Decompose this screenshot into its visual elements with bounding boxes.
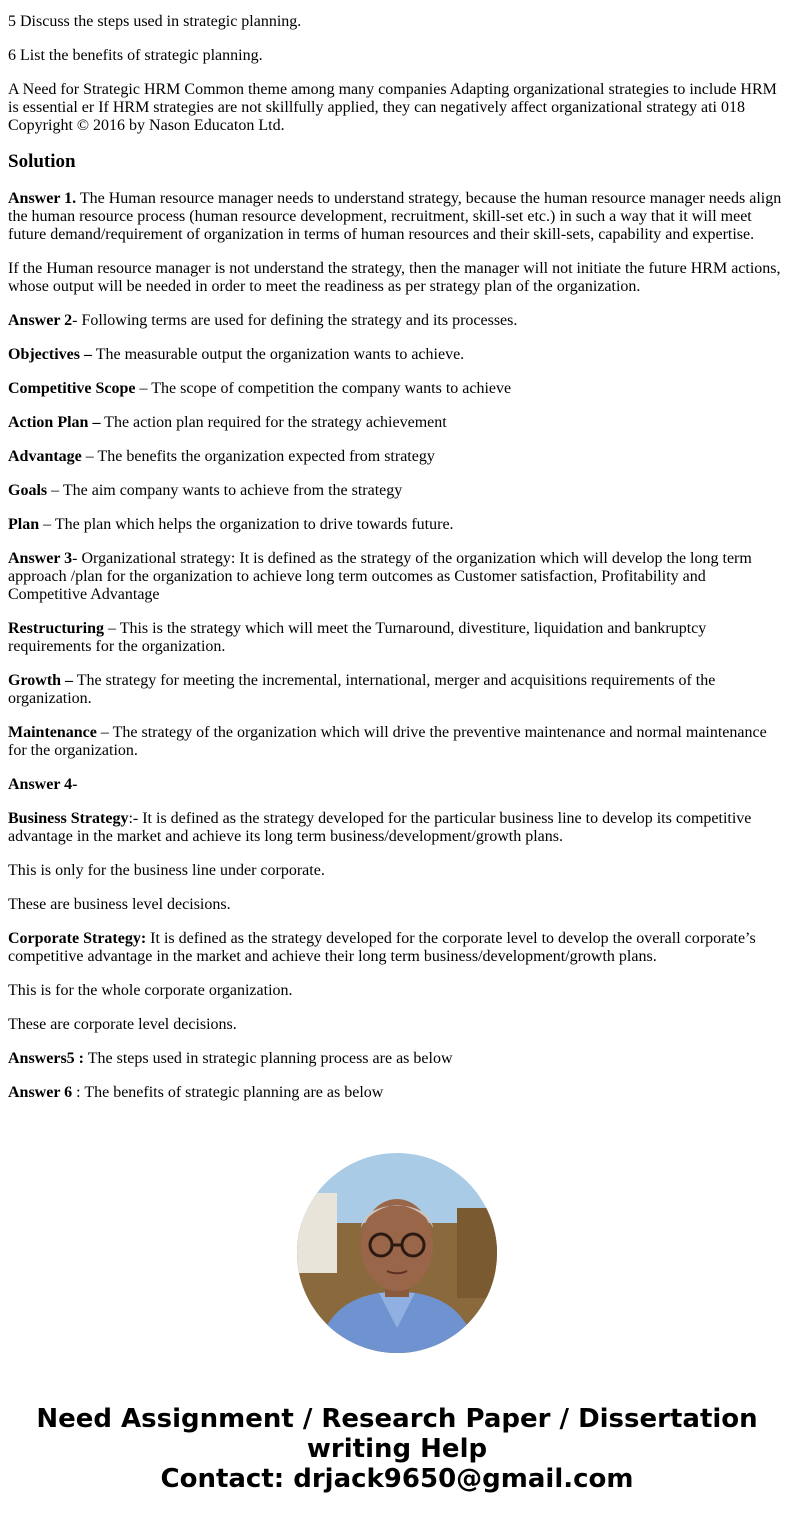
- term-maintenance: [8, 724, 786, 760]
- answer-1-label: Answer 1.: [8, 190, 77, 207]
- term-label: Plan: [8, 516, 40, 533]
- term-growth: [8, 672, 786, 708]
- answer-1: [8, 190, 786, 244]
- term-label: Advantage: [8, 448, 82, 465]
- term-label: Growth –: [8, 672, 74, 689]
- term-goals: [8, 482, 786, 500]
- answer-6: [8, 1084, 786, 1102]
- answer-2-label: Answer 2: [8, 312, 73, 329]
- answer-4: [8, 776, 786, 794]
- footer-line-2: writing Help: [306, 1434, 488, 1464]
- corporate-strategy-text: It is defined as the strategy developed for the corporate level to develop the overall corporate’s competitive advantage in the market and achieve their long term business/development/growth plans.: [8, 930, 756, 965]
- answer-1-paragraph-2: If the Human resource manager is not understand the strategy, then the manager will not initiate the future HRM actions, whose output will be needed in order to meet the readiness as per strategy plan of the organization.: [8, 260, 781, 295]
- business-strategy: [8, 810, 786, 846]
- answer-5: [8, 1050, 786, 1068]
- author-portrait-icon: [297, 1153, 497, 1353]
- document-body: [8, 13, 786, 1118]
- term-advantage: [8, 448, 786, 466]
- answer-1-text: The Human resource manager needs to understand strategy, because the human resource manager needs align the human resource process (human resource development, recruitment, skill-set etc.) in such a way that it will meet future demand/requirement of organization in terms of human resources and their skill-sets, capability and expertise.: [8, 190, 782, 243]
- footer-advertisement: [0, 1404, 794, 1494]
- answer-3: [8, 550, 786, 604]
- answer-6-label: Answer 6: [8, 1084, 73, 1101]
- answer-4-label: Answer 4-: [8, 776, 78, 793]
- term-description: – The strategy of the organization which will drive the preventive maintenance and normal maintenance for the organization.: [8, 724, 767, 759]
- term-restructuring: [8, 620, 786, 656]
- answer-3-label: Answer 3: [8, 550, 73, 567]
- term-description: The measurable output the organization wants to achieve.: [91, 346, 465, 363]
- term-plan: [8, 516, 786, 534]
- term-description: – The plan which helps the organization to drive towards future.: [39, 516, 454, 533]
- answer-2: [8, 312, 786, 330]
- term-competitive-scope: [8, 380, 786, 398]
- answer-5-label: Answers5 :: [8, 1050, 84, 1067]
- term-label: Competitive Scope: [8, 380, 136, 397]
- term-description: – The aim company wants to achieve from the strategy: [47, 482, 403, 499]
- business-strategy-text: :- It is defined as the strategy developed for the particular business line to develop its competitive advantage in the market and achieve its long term business/development/growth plans.: [8, 810, 752, 845]
- term-description: The strategy for meeting the incremental, international, merger and acquisitions requirements of the organization.: [8, 672, 716, 707]
- term-description: The action plan required for the strategy achievement: [100, 414, 447, 431]
- term-label: Objectives –: [8, 346, 92, 363]
- author-avatar: [297, 1153, 497, 1353]
- corporate-strategy-label: Corporate Strategy:: [8, 930, 147, 947]
- answer-2-text: - Following terms are used for defining the strategy and its processes.: [72, 312, 518, 329]
- solution-heading: Solution: [8, 151, 76, 172]
- term-action-plan: [8, 414, 786, 432]
- question-6: 6 List the benefits of strategic planning.: [8, 47, 263, 64]
- term-label: Maintenance: [8, 724, 97, 741]
- question-5: 5 Discuss the steps used in strategic planning.: [8, 13, 302, 30]
- answer-5-text: The steps used in strategic planning process are as below: [84, 1050, 453, 1067]
- corporate-note-2: These are corporate level decisions.: [8, 1016, 237, 1033]
- business-note-1: This is only for the business line under corporate.: [8, 862, 325, 879]
- term-objectives: [8, 346, 786, 364]
- corporate-strategy: [8, 930, 786, 966]
- term-label: Goals: [8, 482, 48, 499]
- footer-line-1: Need Assignment / Research Paper / Dissertation: [36, 1404, 758, 1434]
- business-note-2: These are business level decisions.: [8, 896, 231, 913]
- answer-3-text: - Organizational strategy: It is defined as the strategy of the organization which will develop the long term approach /plan for the organization to achieve long term outcomes as Customer satisfaction, Profitability and Competitive Advantage: [8, 550, 752, 603]
- term-description: – The scope of competition the company wants to achieve: [135, 380, 512, 397]
- intro-paragraph: A Need for Strategic HRM Common theme among many companies Adapting organizational strategies to include HRM is essential er If HRM strategies are not skillfully applied, they can negatively affect organizational strategy ati 018 Copyright © 2016 by Nason Educaton Ltd.: [8, 81, 777, 134]
- term-description: – The benefits the organization expected from strategy: [81, 448, 435, 465]
- term-label: Action Plan –: [8, 414, 101, 431]
- answer-6-text: : The benefits of strategic planning are as below: [72, 1084, 384, 1101]
- term-label: Restructuring: [8, 620, 104, 637]
- corporate-note-1: This is for the whole corporate organization.: [8, 982, 293, 999]
- footer-contact: Contact: drjack9650@gmail.com: [160, 1464, 634, 1494]
- business-strategy-label: Business Strategy: [8, 810, 129, 827]
- term-description: – This is the strategy which will meet the Turnaround, divestiture, liquidation and bankruptcy requirements for the organization.: [8, 620, 707, 655]
